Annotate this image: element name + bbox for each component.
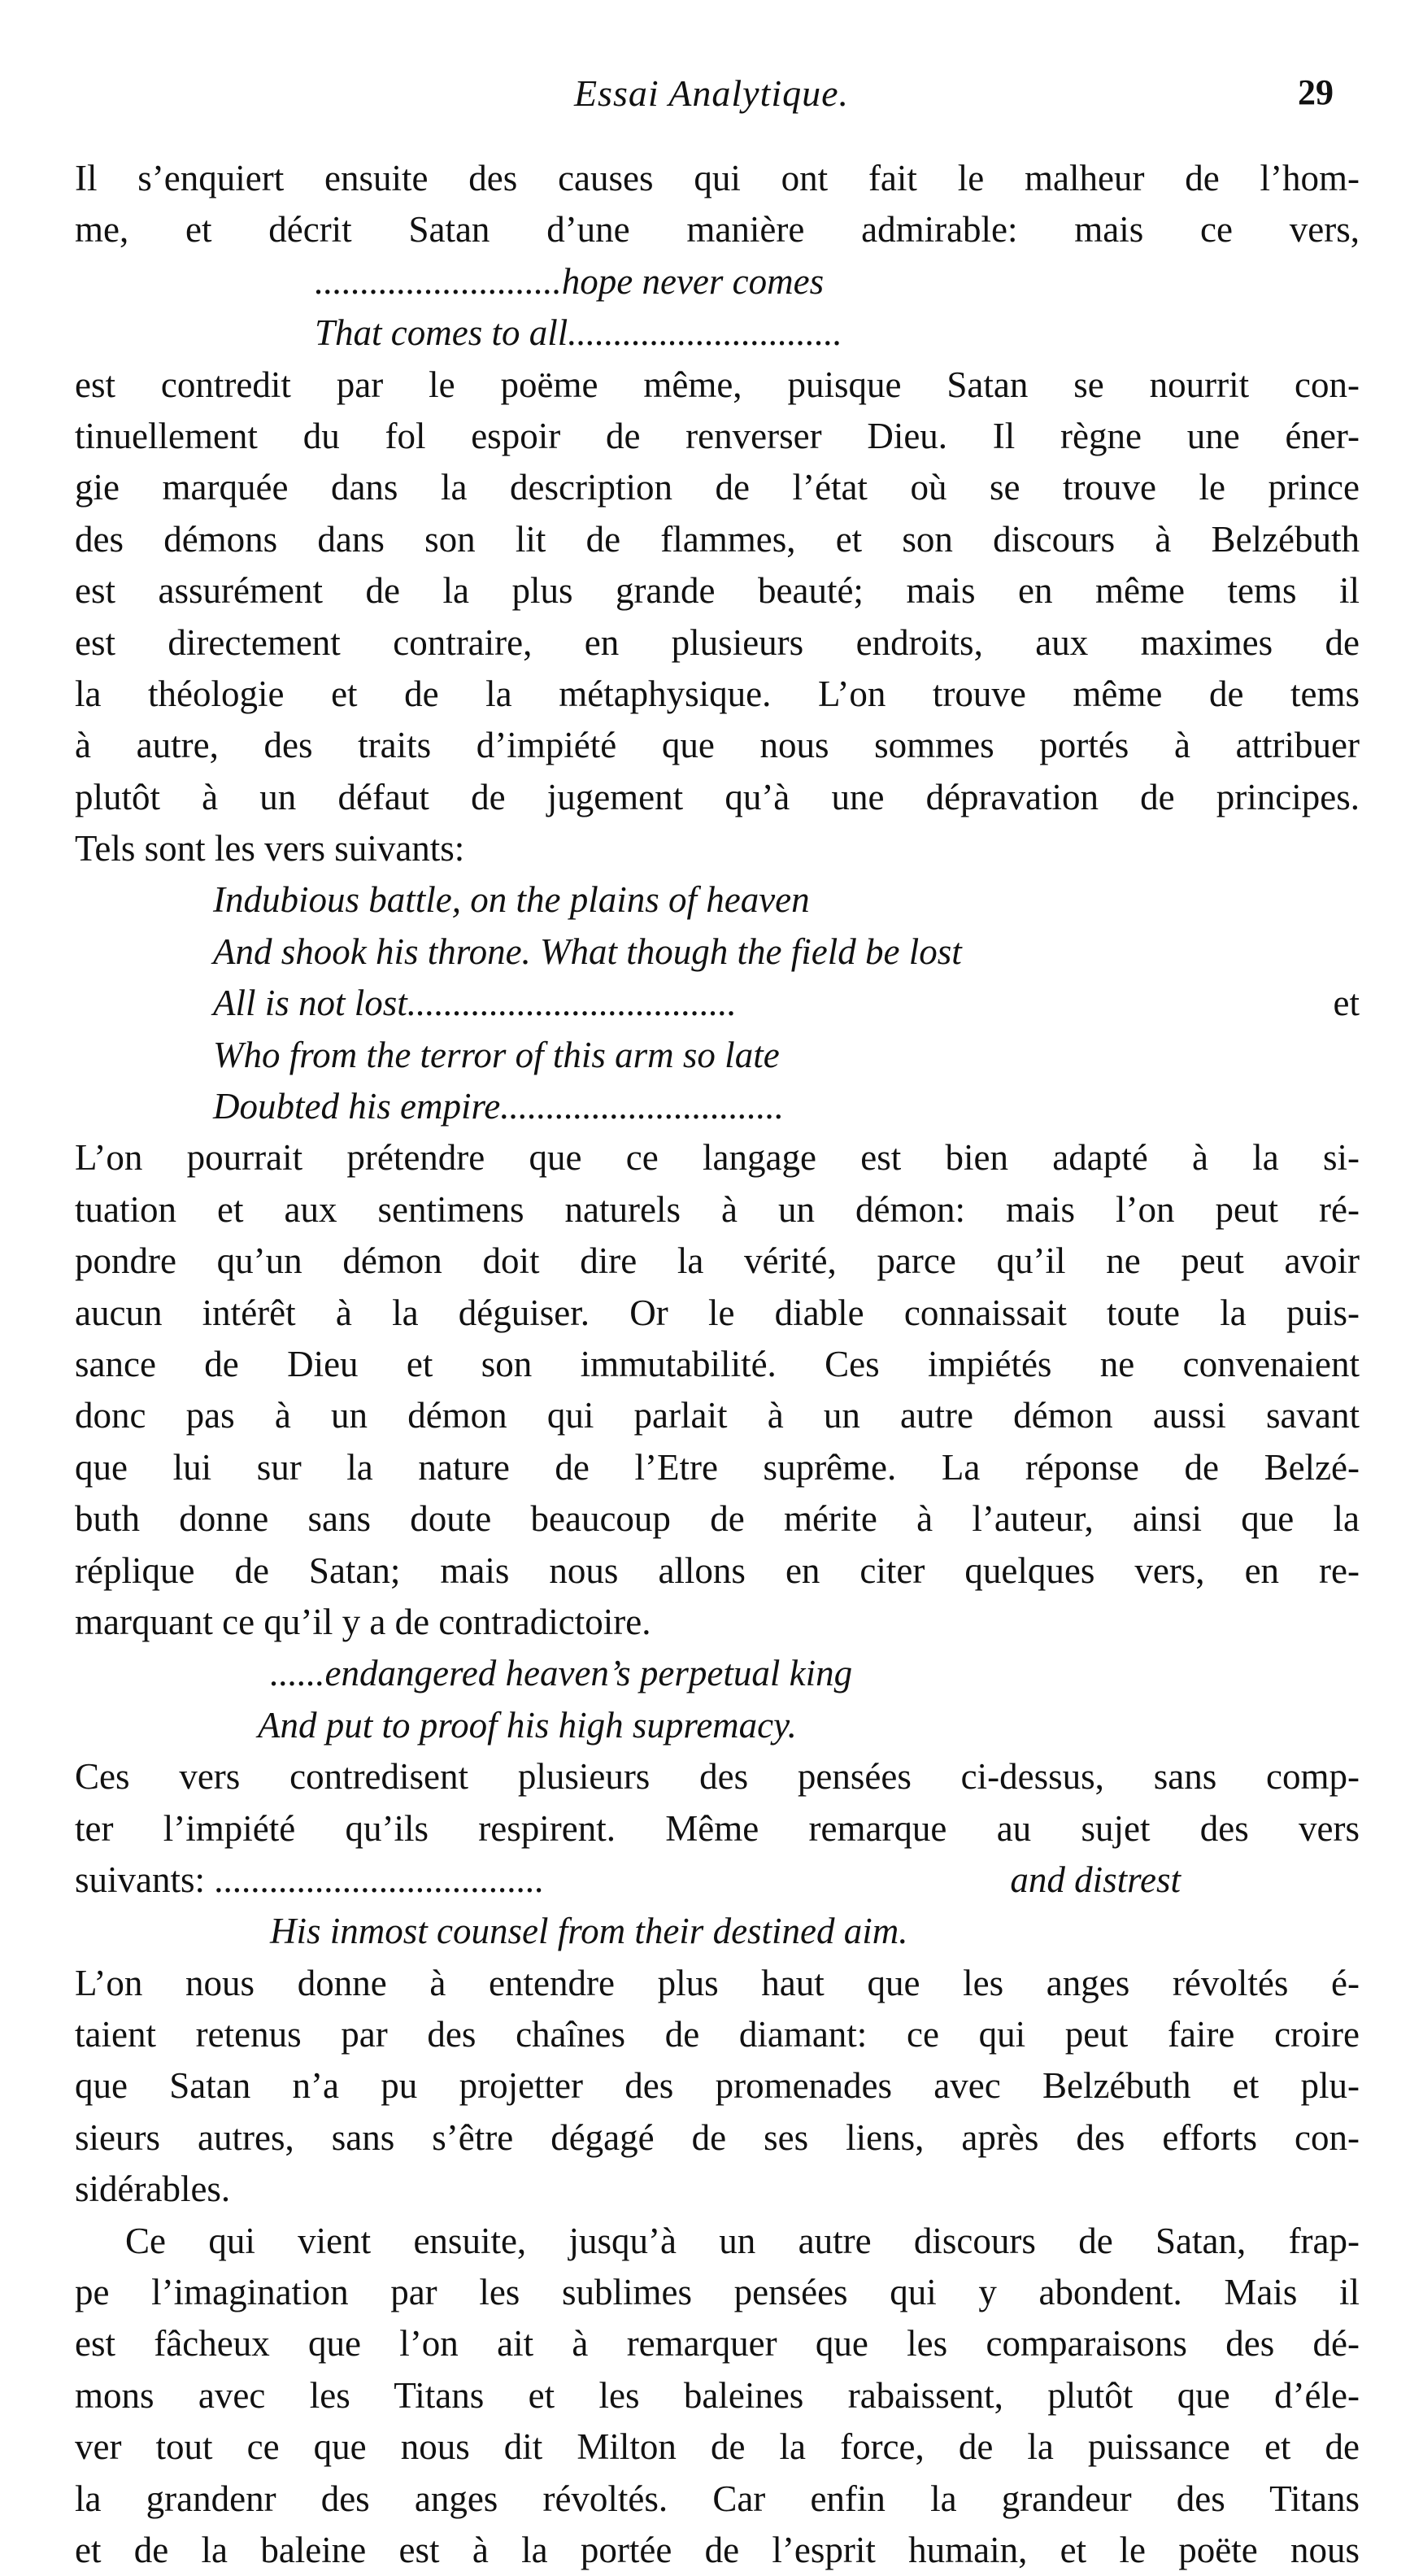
page-header xyxy=(0,72,1423,120)
page-number: 29 xyxy=(1298,72,1334,112)
verse-line: His inmost counsel from their destined aim. xyxy=(270,1911,908,1952)
text-line: pondre qu’un démon doit dire la vérité, parce qu’il ne peut avoir xyxy=(75,1240,1360,1282)
body-text xyxy=(75,153,1360,2576)
verse-line: Doubted his empire............................... xyxy=(213,1086,785,1127)
text-segment: suivants: .................................... xyxy=(75,1859,544,1900)
verse-line: And shook his throne. What though the field be lost xyxy=(213,931,962,972)
text-line: sance de Dieu et son immutabilité. Ces impiétés ne convenaient xyxy=(75,1343,1360,1384)
text-line: taient retenus par des chaînes de diamant: ce qui peut faire croire xyxy=(75,2014,1360,2055)
text-line: tuation et aux sentimens naturels à un démon: mais l’on peut ré- xyxy=(75,1188,1360,1230)
text-line: me, et décrit Satan d’une manière admirable: mais ce vers, xyxy=(75,209,1360,251)
text-line: est directement contraire, en plusieurs endroits, aux maximes de xyxy=(75,621,1360,663)
text-line: sidérables. xyxy=(75,2168,231,2210)
verse-text: All is not lost.................................... xyxy=(213,983,737,1024)
text-line: la grandenr des anges révoltés. Car enfin la grandeur des Titans xyxy=(75,2478,1360,2519)
text-line: à autre, des traits d’impiété que nous sommes portés à attribuer xyxy=(75,725,1360,766)
text-line: donc pas à un démon qui parlait à un autre démon aussi savant xyxy=(75,1395,1360,1436)
text-line: est fâcheux que l’on ait à remarquer que les comparaisons des dé- xyxy=(75,2323,1360,2365)
text-line xyxy=(75,1855,1360,1906)
verse-line: That comes to all.............................. xyxy=(315,312,842,354)
text-line: la théologie et de la métaphysique. L’on trouve même de tems xyxy=(75,673,1360,714)
text-line: que Satan n’a pu projetter des promenades avec Belzébuth et plu- xyxy=(75,2065,1360,2107)
text-line: marquant ce qu’il y a de contradictoire. xyxy=(75,1601,651,1642)
text-line: plutôt à un défaut de jugement qu’à une dépravation de principes. xyxy=(75,776,1360,817)
running-title: Essai Analytique. xyxy=(573,72,850,114)
text-line: ver tout ce que nous dit Milton de la force, de la puissance et de xyxy=(75,2426,1360,2468)
text-line: est contredit par le poëme même, puisque Satan se nourrit con- xyxy=(75,364,1360,405)
text-line: que lui sur la nature de l’Etre suprême. La réponse de Belzé- xyxy=(75,1446,1360,1488)
text-line: Tels sont les vers suivants: xyxy=(75,828,465,870)
verse-line: ...........................hope never comes xyxy=(315,260,825,302)
text-line: mons avec les Titans et les baleines rabaissent, plutôt que d’éle- xyxy=(75,2374,1360,2416)
text-line: des démons dans son lit de flammes, et son discours à Belzébuth xyxy=(75,518,1360,560)
text-line: L’on nous donne à entendre plus haut que les anges révoltés é- xyxy=(75,1962,1360,2003)
verse-line: Indubious battle, on the plains of heaven xyxy=(213,879,810,921)
text-line: réplique de Satan; mais nous allons en citer quelques vers, en re- xyxy=(75,1550,1360,1591)
verse-line: ......endangered heaven’s perpetual king xyxy=(270,1653,853,1694)
verse-line: And put to proof his high supremacy. xyxy=(258,1704,797,1746)
verse-text: and distrest xyxy=(1010,1859,1181,1900)
text-line: sieurs autres, sans s’être dégagé de ses liens, après des efforts con- xyxy=(75,2116,1360,2158)
text-line: tinuellement du fol espoir de renverser Dieu. Il règne une éner- xyxy=(75,415,1360,456)
text-line: aucun intérêt à la déguiser. Or le diable connaissait toute la puis- xyxy=(75,1292,1360,1333)
text-line: Il s’enquiert ensuite des causes qui ont fait le malheur de l’hom- xyxy=(75,158,1360,198)
verse-line: Who from the terror of this arm so late xyxy=(213,1034,780,1075)
text-line: ter l’impiété qu’ils respirent. Même remarque au sujet des vers xyxy=(75,1807,1360,1849)
text-line: Ce qui vient ensuite, jusqu’à un autre discours de Satan, frap- xyxy=(125,2220,1360,2261)
verse-line xyxy=(75,978,1360,1029)
text-line: pe l’imagination par les sublimes pensées qui y abondent. Mais il xyxy=(75,2272,1360,2313)
text-line: gie marquée dans la description de l’état où se trouve le prince xyxy=(75,467,1360,508)
text-line: L’on pourrait prétendre que ce langage est bien adapté à la si- xyxy=(75,1137,1360,1179)
verse-conjunction: et xyxy=(1333,983,1360,1024)
text-line: buth donne sans doute beaucoup de mérite à l’auteur, ainsi que la xyxy=(75,1498,1360,1540)
text-line: Ces vers contredisent plusieurs des pensées ci-dessus, sans comp- xyxy=(75,1756,1360,1798)
text-line: est assurément de la plus grande beauté; mais en même tems il xyxy=(75,570,1360,612)
text-line: et de la baleine est à la portée de l’esprit humain, et le poëte nous xyxy=(75,2529,1360,2570)
